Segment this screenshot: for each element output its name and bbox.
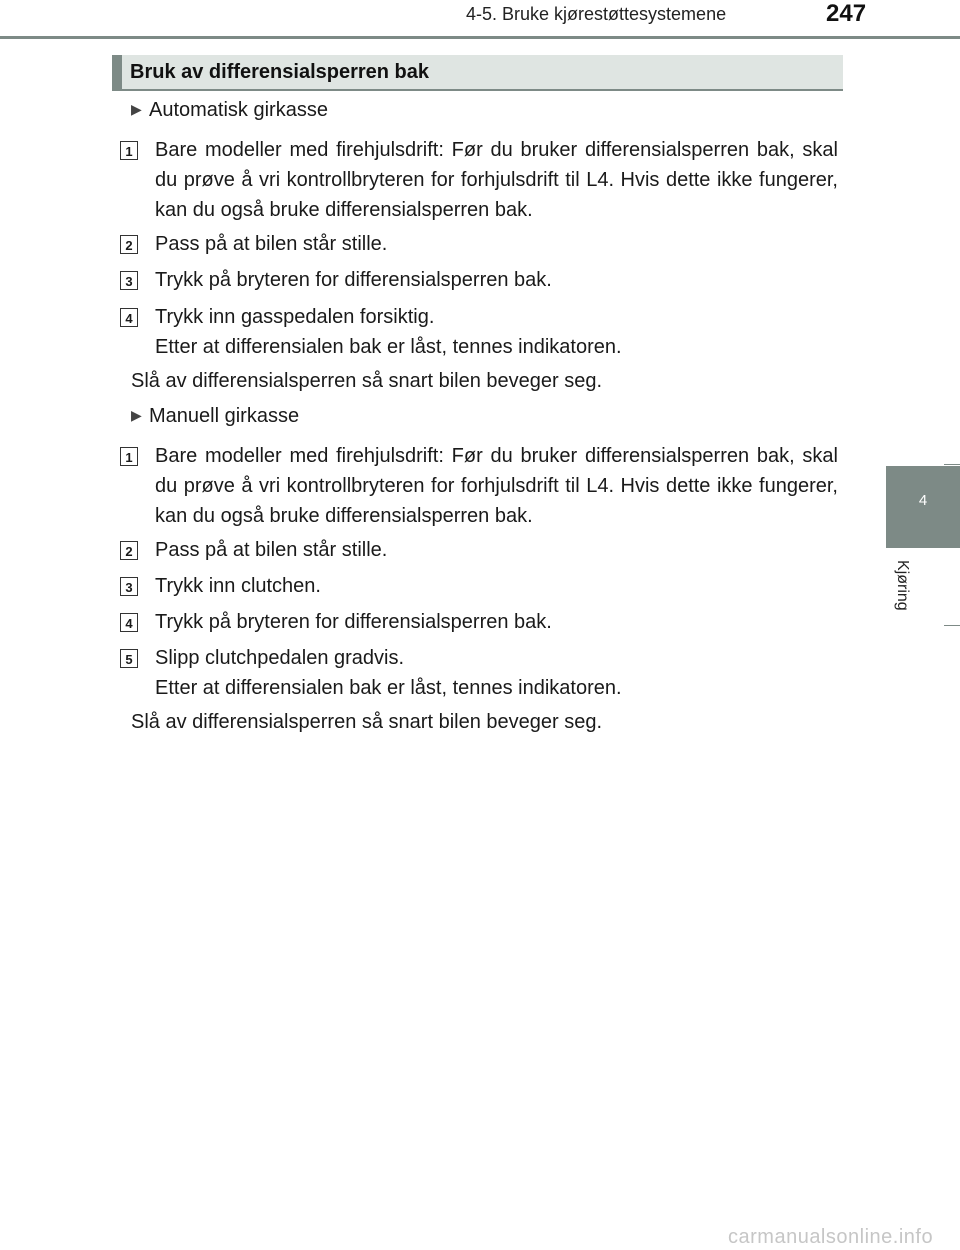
step-item [120, 441, 838, 531]
step-text: Trykk på bryteren for differensialsperren bak. [155, 269, 552, 291]
step-number: 5 [120, 649, 138, 668]
step-text-continued: Etter at differensialen bak er låst, tennes indikatoren. [155, 336, 622, 358]
step-text: Trykk inn clutchen. [155, 575, 321, 597]
step-item [120, 535, 838, 565]
header-rule [0, 36, 960, 39]
triangle-right-icon: ▶ [131, 101, 142, 117]
step-text-continued: Etter at differensialen bak er låst, tennes indikatoren. [155, 677, 622, 699]
step-text: Trykk på bryteren for differensialsperren bak. [155, 611, 552, 633]
page-number: 247 [826, 0, 867, 27]
sub-heading-manual [131, 405, 299, 428]
step-item [120, 571, 838, 601]
step-text: Pass på at bilen står stille. [155, 233, 388, 255]
chapter-tab [886, 466, 960, 548]
step-text: Trykk inn gasspedalen forsiktig. [155, 306, 435, 328]
step-text: Bare modeller med firehjulsdrift: Før du bruker differensialsperren bak, skal du prøve å vri kontrollbryteren for forhjulsdrift til L4. Hvis dette ikke fungerer, kan du også bruke differensialsperren bak. [155, 139, 838, 221]
step-item [120, 302, 838, 362]
note-text: Slå av differensialsperren så snart bilen beveger seg. [131, 370, 603, 392]
step-number: 4 [120, 613, 138, 632]
section-accent-bar [112, 55, 122, 89]
step-item [120, 607, 838, 637]
step-number: 1 [120, 141, 138, 160]
edge-tick [944, 625, 960, 626]
step-text: Pass på at bilen står stille. [155, 539, 388, 561]
step-number: 3 [120, 577, 138, 596]
step-number: 3 [120, 271, 138, 290]
sub-heading-automatic [131, 99, 328, 122]
chapter-number: 4 [918, 492, 928, 509]
triangle-right-icon: ▶ [131, 407, 142, 423]
step-item [120, 643, 838, 703]
step-item [120, 265, 838, 295]
step-number: 1 [120, 447, 138, 466]
sub-heading-label: Manuell girkasse [149, 405, 300, 427]
sub-heading-label: Automatisk girkasse [149, 99, 328, 121]
step-item [120, 229, 838, 259]
chapter-label: Kjøring [894, 560, 911, 611]
step-number: 2 [120, 235, 138, 254]
step-text: Slipp clutchpedalen gradvis. [155, 647, 405, 669]
watermark: carmanualsonline.info [728, 1226, 934, 1248]
section-header [112, 55, 843, 91]
header-title: 4-5. Bruke kjørestøttesystemene [466, 4, 727, 24]
step-item [120, 135, 838, 225]
edge-tick [944, 464, 960, 465]
step-number: 2 [120, 541, 138, 560]
note-text: Slå av differensialsperren så snart bilen beveger seg. [131, 711, 603, 733]
step-number: 4 [120, 308, 138, 327]
step-text: Bare modeller med firehjulsdrift: Før du bruker differensialsperren bak, skal du prøve å vri kontrollbryteren for forhjulsdrift til L4. Hvis dette ikke fungerer, kan du også bruke differensialsperren bak. [155, 445, 838, 527]
section-title: Bruk av differensialsperren bak [130, 61, 430, 83]
